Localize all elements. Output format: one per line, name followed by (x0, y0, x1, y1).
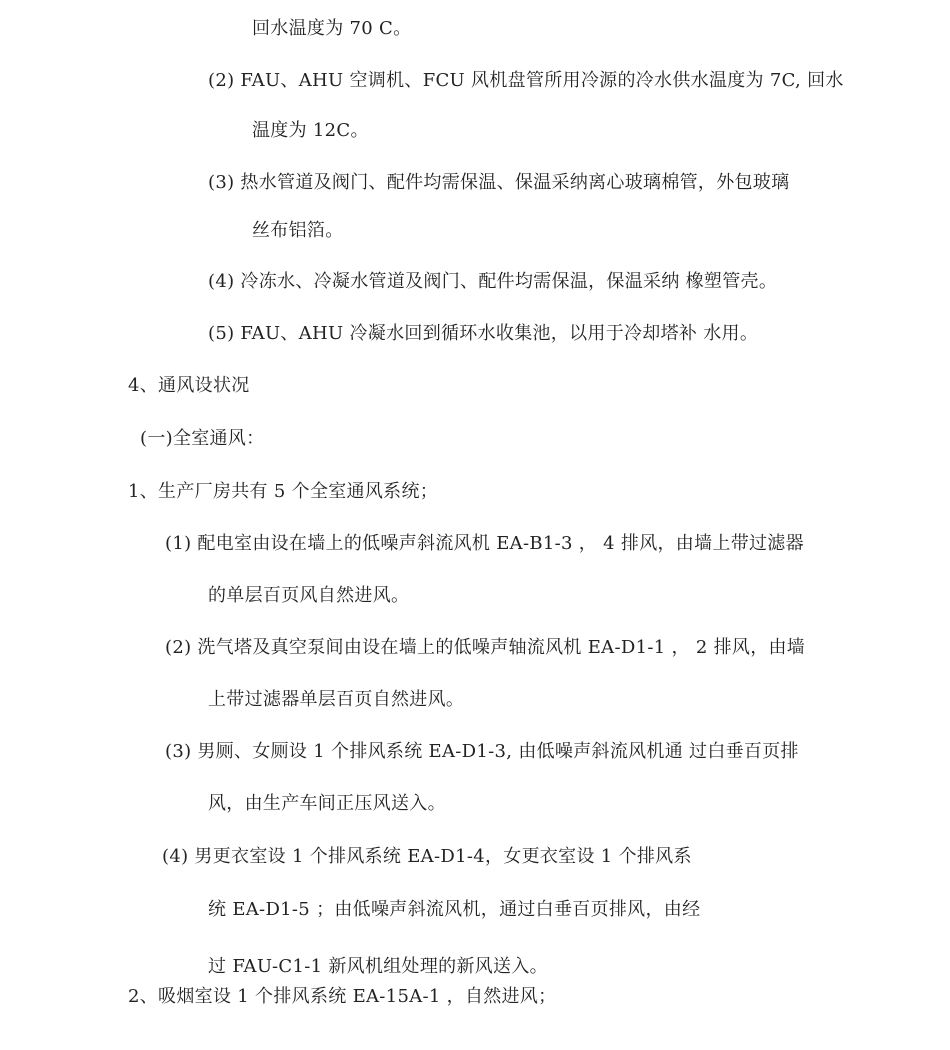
text-line: 统 EA-D1-5 ；由低噪声斜流风机，通过白垂百页排风，由经 (208, 899, 701, 920)
text-line: (5) FAU、AHU 冷凝水回到循环水收集池，以用于冷却塔补 水用。 (208, 323, 759, 344)
text-line: (1) 配电室由设在墙上的低噪声斜流风机 EA-B1-3 ， 4 排风，由墙上带过滤器 (165, 533, 804, 554)
text-line: (4) 冷冻水、冷凝水管道及阀门、配件均需保温，保温采纳 橡塑管壳。 (208, 271, 778, 292)
text-line: (3) 热水管道及阀门、配件均需保温、保温采纳离心玻璃棉管，外包玻璃 (208, 172, 790, 193)
text-line: (2) 洗气塔及真空泵间由设在墙上的低噪声轴流风机 EA-D1-1 ， 2 排风，由墙 (165, 637, 806, 658)
text-line: (3) 男厕、女厕设 1 个排风系统 EA-D1-3, 由低噪声斜流风机通 过白垂百页排 (165, 741, 799, 762)
text-line: 回水温度为 70 C。 (252, 18, 412, 39)
text-line: 上带过滤器单层百页自然进风。 (208, 689, 465, 710)
text-line: 丝布铝箔。 (252, 220, 344, 241)
text-line: 2、吸烟室设 1 个排风系统 EA-15A-1 ，自然进风； (128, 986, 557, 1007)
text-line: 温度为 12C。 (252, 120, 369, 141)
text-line: 的单层百页风自然进风。 (208, 585, 410, 606)
text-line: 1、生产厂房共有 5 个全室通风系统； (128, 481, 439, 502)
section-heading: 4、通风设状况 (128, 375, 250, 396)
text-line: 风，由生产车间正压风送入。 (208, 793, 446, 814)
text-line: (4) 男更衣室设 1 个排风系统 EA-D1-4，女更衣室设 1 个排风系 (162, 846, 692, 867)
text-line: 过 FAU-C1-1 新风机组处理的新风送入。 (208, 956, 548, 977)
subsection-heading: (一)全室通风： (140, 428, 265, 449)
text-line: (2) FAU、AHU 空调机、FCU 风机盘管所用冷源的冷水供水温度为 7C, 回水 (208, 70, 844, 91)
